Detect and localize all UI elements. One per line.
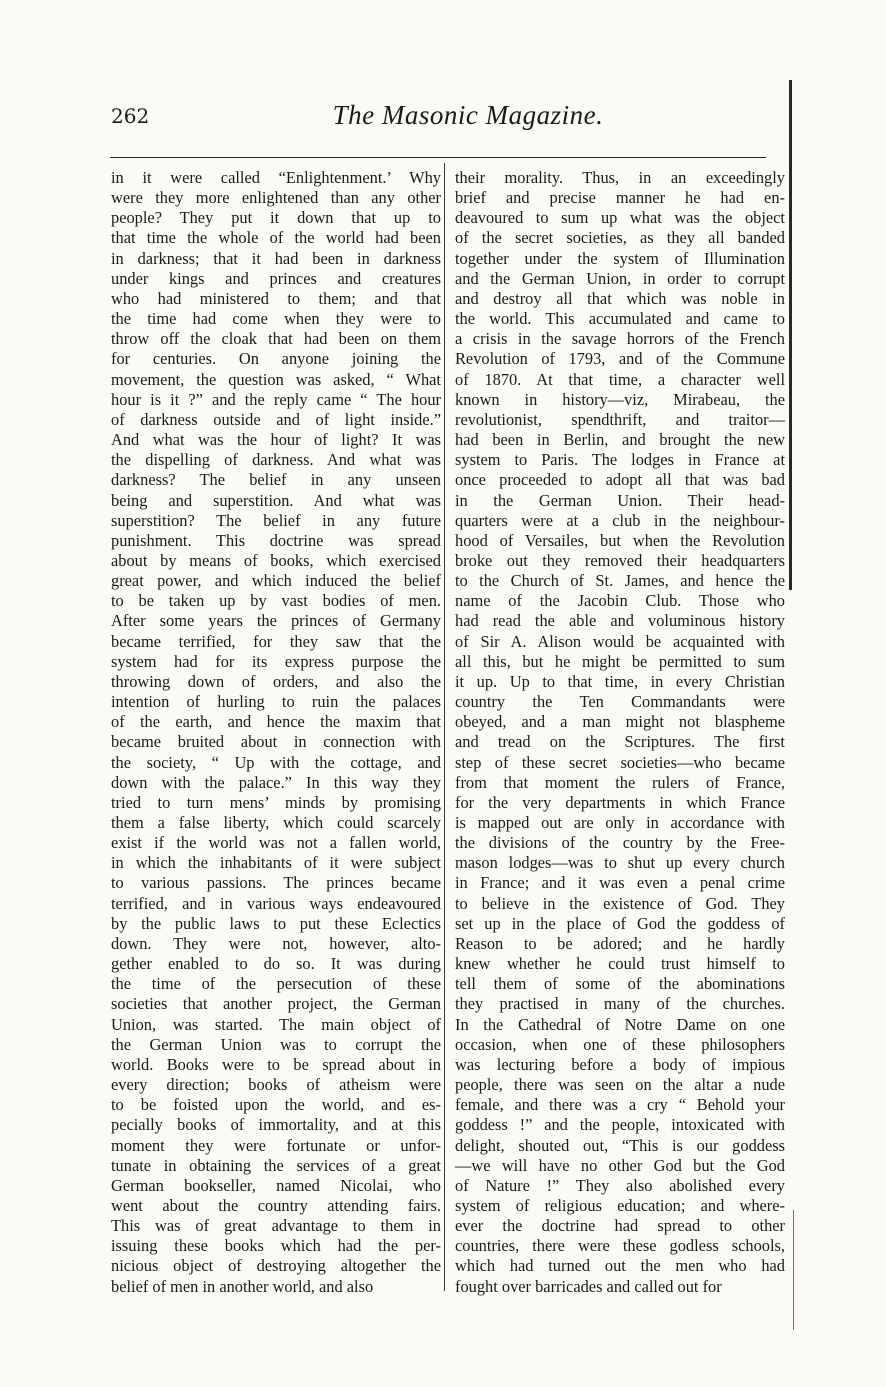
text-line: belief of men in another world, and also <box>111 1276 374 1296</box>
text-line: known in history—viz, Mirabeau, the <box>455 389 785 409</box>
text-line: set up in the place of God the goddess of <box>455 913 785 933</box>
text-line: they practised in many of the churches. <box>455 994 785 1014</box>
text-line: and destroy all that which was noble in <box>455 288 785 308</box>
page-number: 262 <box>111 104 150 128</box>
text-line: hood of Versailes, but when the Revolution <box>455 530 785 550</box>
text-line: down with the palace.” In this way they <box>111 772 441 792</box>
text-line: throwing down of orders, and also the <box>111 671 441 691</box>
binding-edge-mark-lower <box>793 1210 794 1330</box>
text-line: Revolution of 1793, and of the Commune <box>455 349 785 369</box>
text-line: in the German Union. Their head- <box>455 490 785 510</box>
text-line: the dispelling of darkness. And what was <box>111 450 441 470</box>
text-line: which had turned out the men who had <box>455 1256 785 1276</box>
text-line: the world. This accumulated and came to <box>455 309 785 329</box>
text-line: in it were called “Enlightenment.’ Why <box>111 168 441 187</box>
text-line: from that moment the rulers of France, <box>455 772 785 792</box>
text-line: After some years the princes of Germany <box>111 611 441 631</box>
binding-edge-mark <box>789 80 792 590</box>
text-line: tunate in obtaining the services of a great <box>111 1155 441 1175</box>
column-divider <box>444 163 445 1291</box>
text-line: movement, the question was asked, “ What <box>111 369 441 389</box>
text-line: and tread on the Scriptures. The first <box>455 732 785 752</box>
text-line: in France; and it was even a penal crime <box>455 873 785 893</box>
text-line: the divisions of the country by the Free- <box>455 833 785 853</box>
text-line: Reason to be adored; and he hardly <box>455 933 785 953</box>
text-line: every direction; books of atheism were <box>111 1075 441 1095</box>
text-line: for centuries. On anyone joining the <box>111 349 441 369</box>
text-line: of Sir A. Alison would be acquainted with <box>455 631 785 651</box>
text-line: And what was the hour of light? It was <box>111 430 441 450</box>
text-line: to be foisted upon the world, and es- <box>111 1095 441 1115</box>
text-line: under kings and princes and creatures <box>111 268 441 288</box>
text-line: had been in Berlin, and brought the new <box>455 430 785 450</box>
text-line: pecially books of immortality, and at this <box>111 1115 441 1135</box>
text-line: to the Church of St. James, and hence the <box>455 571 785 591</box>
text-line: country the Ten Commandants were <box>455 692 785 712</box>
text-line: of 1870. At that time, a character well <box>455 369 785 389</box>
text-line: to be taken up by vast bodies of men. <box>111 591 441 611</box>
text-line: name of the Jacobin Club. Those who <box>455 591 785 611</box>
text-line: system to Paris. The lodges in France at <box>455 450 785 470</box>
left-column <box>111 168 441 1297</box>
header-rule <box>110 157 766 158</box>
text-line: exist if the world was not a fallen world, <box>111 833 441 853</box>
text-line: occasion, when one of these philosophers <box>455 1034 785 1054</box>
text-line: together under the system of Illumination <box>455 248 785 268</box>
text-line: world. Books were to be spread about in <box>111 1054 441 1074</box>
text-line: countries, there were these godless schools, <box>455 1236 785 1256</box>
text-line: in darkness; that it had been in darkness <box>111 248 441 268</box>
text-line: deavoured to sum up what was the object <box>455 208 785 228</box>
text-line: mason lodges—was to shut up every church <box>455 853 785 873</box>
text-line: Union, was started. The main object of <box>111 1014 441 1034</box>
text-line: that time the whole of the world had been <box>111 228 441 248</box>
text-line: became bruited about in connection with <box>111 732 441 752</box>
text-line: to various passions. The princes became <box>111 873 441 893</box>
text-line: for the very departments in which France <box>455 792 785 812</box>
text-line: system of religious education; and where- <box>455 1195 785 1215</box>
text-line: fought over barricades and called out for <box>455 1276 722 1296</box>
text-line: of the earth, and hence the maxim that <box>111 712 441 732</box>
text-line: the time had come when they were to <box>111 309 441 329</box>
text-line: brief and precise manner he had en- <box>455 188 785 208</box>
text-line: the time of the persecution of these <box>111 974 441 994</box>
text-line: their morality. Thus, in an exceedingly <box>455 168 785 187</box>
text-line: obeyed, and a man might not blaspheme <box>455 712 785 732</box>
text-line: were they more enlightened than any other <box>111 188 441 208</box>
text-line: step of these secret societies—who became <box>455 752 785 772</box>
text-line: a crisis in the savage horrors of the French <box>455 329 785 349</box>
text-line: down. They were not, however, alto- <box>111 933 441 953</box>
text-line: moment they were fortunate or unfor- <box>111 1135 441 1155</box>
text-line: tell them of some of the abominations <box>455 974 785 994</box>
text-line: and the German Union, in order to corrupt <box>455 268 785 288</box>
text-line: who had ministered to them; and that <box>111 288 441 308</box>
text-line: throw off the cloak that had been on them <box>111 329 441 349</box>
text-line: This was of great advantage to them in <box>111 1216 441 1236</box>
text-line: great power, and which induced the belief <box>111 571 441 591</box>
text-line: punishment. This doctrine was spread <box>111 530 441 550</box>
right-column <box>455 168 785 1297</box>
text-line: delight, shouted out, “This is our goddess <box>455 1135 785 1155</box>
text-line: female, and there was a cry “ Behold your <box>455 1095 785 1115</box>
text-line: knew whether he could trust himself to <box>455 954 785 974</box>
text-line: people? They put it down that up to <box>111 208 441 228</box>
text-line: superstition? The belief in any future <box>111 510 441 530</box>
text-line: goddess !” and the people, intoxicated with <box>455 1115 785 1135</box>
text-line: them a false liberty, which could scarcely <box>111 813 441 832</box>
text-line: had read the able and voluminous history <box>455 611 785 631</box>
text-line: tried to turn mens’ minds by promising <box>111 792 441 812</box>
text-line: darkness? The belief in any unseen <box>111 470 441 490</box>
text-line: the society, “ Up with the cottage, and <box>111 752 441 772</box>
text-line: —we will have no other God but the God <box>455 1155 785 1175</box>
text-line: nicious object of destroying altogether the <box>111 1256 441 1276</box>
text-line: of darkness outside and of light inside.” <box>111 409 441 429</box>
text-line: was lecturing before a body of impious <box>455 1054 785 1074</box>
text-line: ever the doctrine had spread to other <box>455 1216 785 1236</box>
text-line: became terrified, for they saw that the <box>111 631 441 651</box>
text-line: revolutionist, spendthrift, and traitor— <box>455 409 785 429</box>
text-line: terrified, and in various ways endeavoured <box>111 893 441 913</box>
text-line: once proceeded to adopt all that was bad <box>455 470 785 490</box>
text-line: by the public laws to put these Eclectics <box>111 913 441 933</box>
text-line: people, there was seen on the altar a nude <box>455 1075 785 1095</box>
text-line: system had for its express purpose the <box>111 651 441 671</box>
text-line: issuing these books which had the per- <box>111 1236 441 1256</box>
text-line: went about the country attending fairs. <box>111 1195 441 1215</box>
text-line: quarters were at a club in the neighbour- <box>455 510 785 530</box>
text-line: German bookseller, named Nicolai, who <box>111 1175 441 1195</box>
text-line: is mapped out are only in accordance with <box>455 813 785 832</box>
text-line: the German Union was to corrupt the <box>111 1034 441 1054</box>
running-title: The Masonic Magazine. <box>332 100 604 130</box>
text-line: in which the inhabitants of it were subject <box>111 853 441 873</box>
text-line: being and superstition. And what was <box>111 490 441 510</box>
running-header <box>108 100 768 140</box>
text-line: it up. Up to that time, in every Christian <box>455 671 785 691</box>
text-line: to believe in the existence of God. They <box>455 893 785 913</box>
text-line: about by means of books, which exercised <box>111 550 441 570</box>
text-line: societies that another project, the German <box>111 994 441 1014</box>
text-line: of Nature !” They also abolished every <box>455 1175 785 1195</box>
text-line: gether enabled to do so. It was during <box>111 954 441 974</box>
text-line: intention of hurling to ruin the palaces <box>111 692 441 712</box>
text-line: hour is it ?” and the reply came “ The hour <box>111 389 441 409</box>
text-line: broke out they removed their headquarters <box>455 550 785 570</box>
text-line: all this, but he might be permitted to sum <box>455 651 785 671</box>
text-line: of the secret societies, as they all banded <box>455 228 785 248</box>
text-line: In the Cathedral of Notre Dame on one <box>455 1014 785 1034</box>
